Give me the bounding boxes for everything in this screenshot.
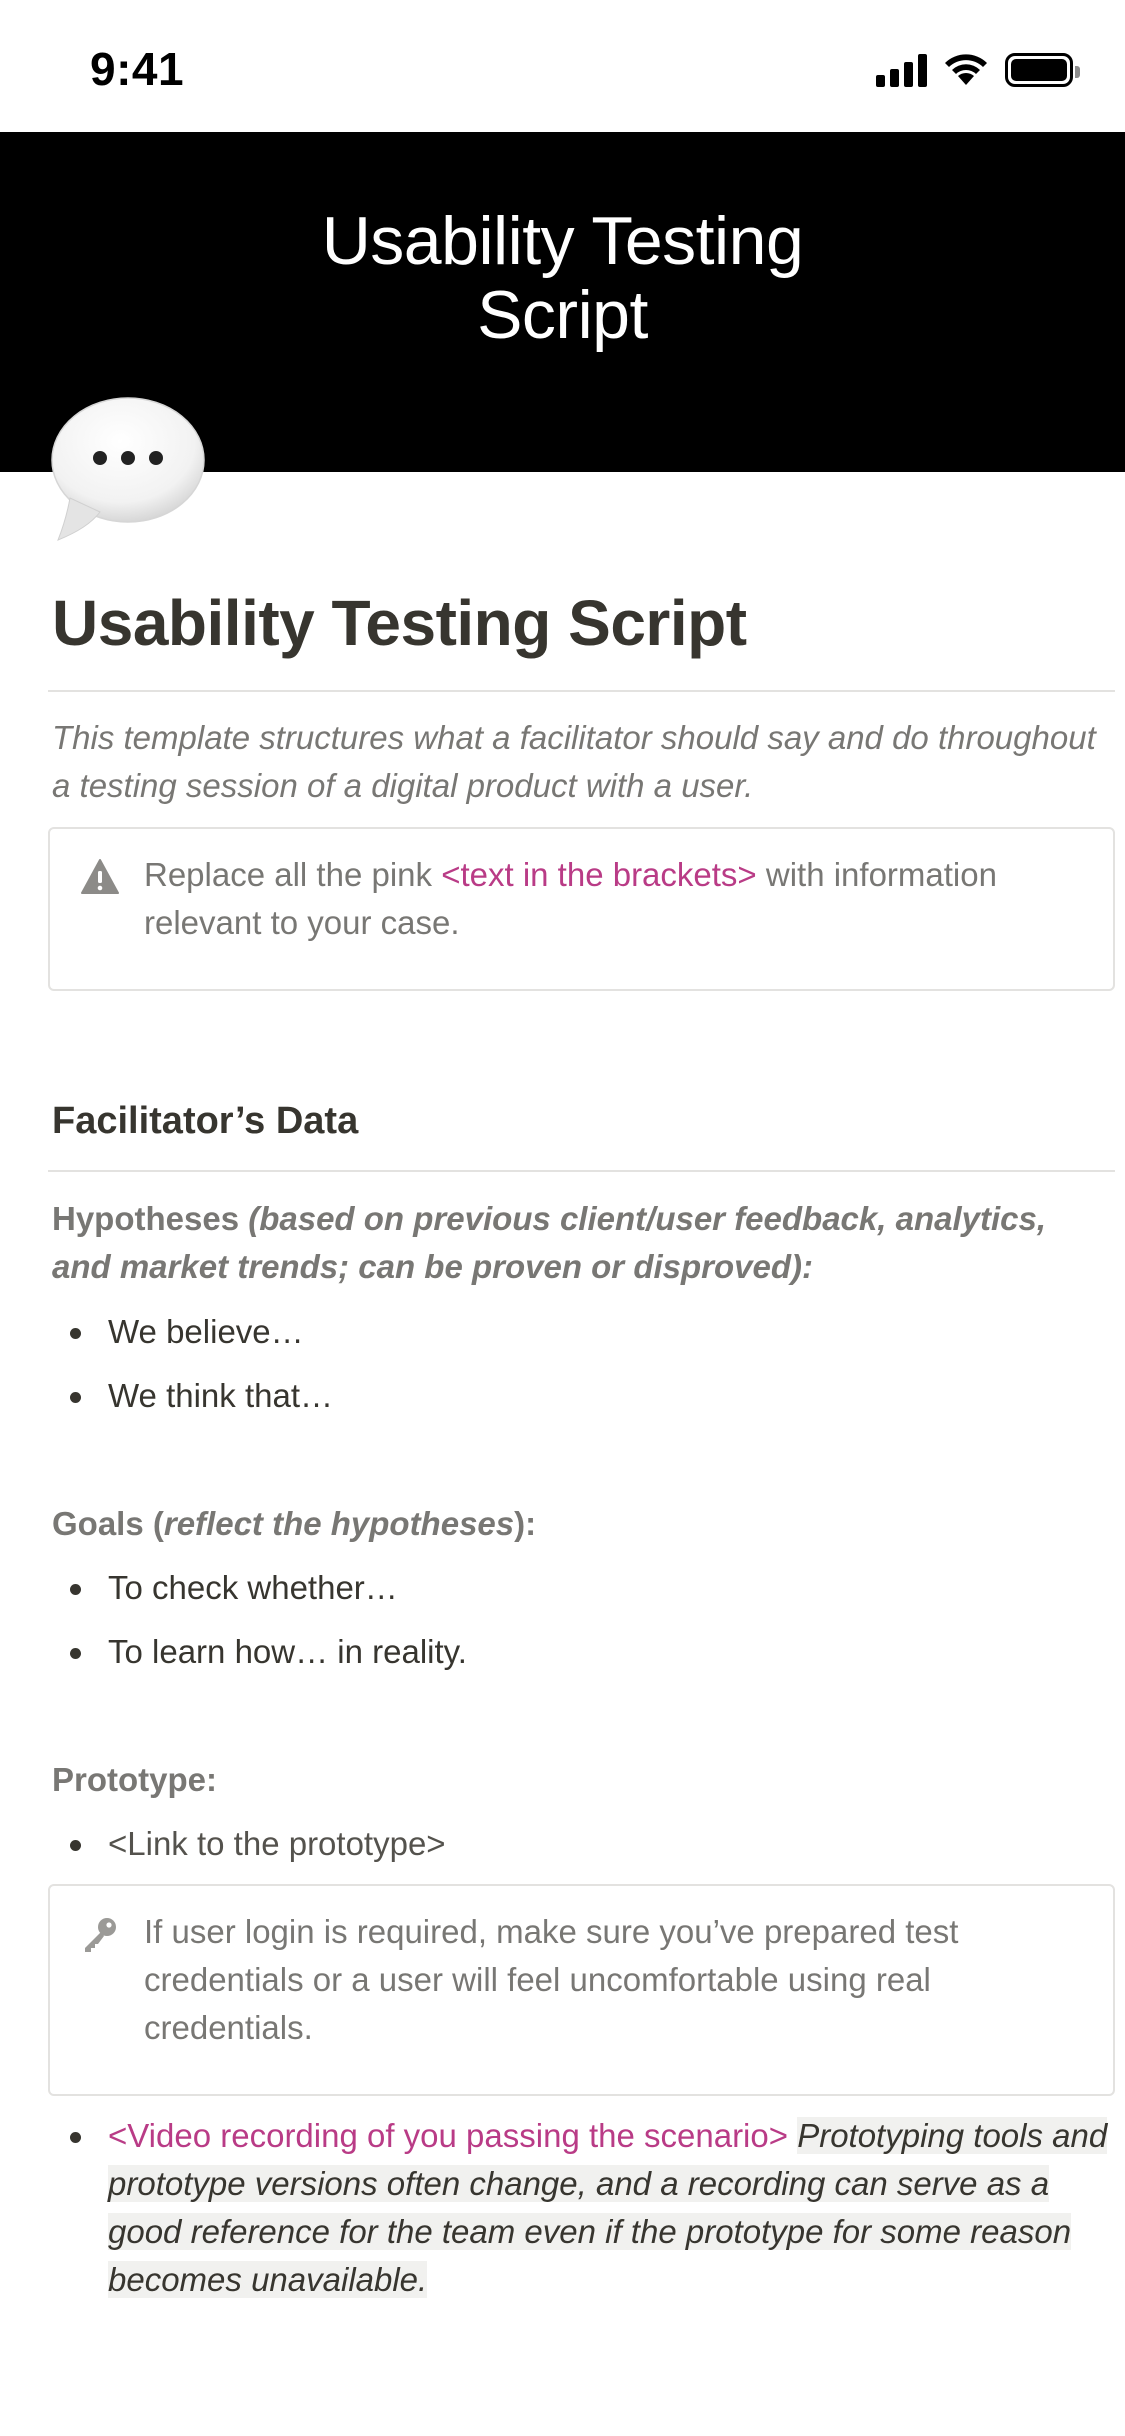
wifi-icon xyxy=(943,53,989,87)
list-item-text: We think that… xyxy=(108,1377,333,1414)
key-icon xyxy=(80,1914,120,1954)
list-item[interactable] xyxy=(52,1564,1112,1612)
hypotheses-label xyxy=(52,1195,1112,1291)
section-divider xyxy=(48,1170,1115,1172)
bullet-icon xyxy=(70,1392,81,1403)
bullet-icon xyxy=(70,2132,81,2143)
goals-label-end: ): xyxy=(514,1505,537,1542)
warning-callout xyxy=(48,827,1115,991)
list-item[interactable] xyxy=(52,1820,1112,1868)
status-time: 9:41 xyxy=(90,43,185,95)
list-item[interactable] xyxy=(52,1308,1112,1356)
page-title: Usability Testing Script xyxy=(52,587,747,659)
cellular-signal-icon xyxy=(876,53,927,87)
key-callout xyxy=(48,1884,1115,2096)
list-item[interactable] xyxy=(52,2112,1112,2304)
video-recording-link[interactable]: <Video recording of you passing the scenario> xyxy=(108,2117,789,2154)
list-item-text: To learn how… in reality. xyxy=(108,1633,467,1670)
callout-text-end: with information relevant to your case. xyxy=(144,856,997,941)
cover-title-line-1: Usability Testing xyxy=(321,203,804,279)
warning-callout-text xyxy=(144,851,1084,947)
hypotheses-label-note: (based on previous client/user feedback, analytics, and market trends; can be proven or disproved): xyxy=(52,1200,1047,1285)
callout-pink-placeholder: <text in the brackets> xyxy=(441,856,757,893)
hypotheses-label-text: Hypotheses xyxy=(52,1200,240,1237)
list-item[interactable] xyxy=(52,1628,1112,1676)
cover-title xyxy=(0,204,1125,352)
status-icons xyxy=(876,50,1073,90)
cover-title-line-2: Script xyxy=(477,277,648,353)
video-item-text xyxy=(108,2112,1112,2304)
bullet-icon xyxy=(70,1584,81,1595)
video-note: Prototyping tools and prototype versions often change, and a recording can serve as a good reference for the team even if the prototype for some reason becomes unavailable. xyxy=(108,2117,1108,2298)
status-bar xyxy=(0,0,1125,132)
goals-label-start: Goals ( xyxy=(52,1505,164,1542)
prototype-link[interactable]: <Link to the prototype> xyxy=(108,1825,446,1862)
bullet-icon xyxy=(70,1328,81,1339)
key-callout-text: If user login is required, make sure you’ve prepared test credentials or a user will feel uncomfortable using real credentials. xyxy=(144,1913,959,2046)
battery-icon xyxy=(1005,53,1073,87)
prototype-label: Prototype: xyxy=(52,1761,217,1798)
warning-icon xyxy=(80,857,120,897)
list-item-text: To check whether… xyxy=(108,1569,398,1606)
bullet-icon xyxy=(70,1840,81,1851)
goals-label xyxy=(52,1500,1112,1548)
page-description: This template structures what a facilitator should say and do throughout a testing session of a digital product with a user. xyxy=(52,719,1096,804)
title-divider xyxy=(48,690,1115,692)
goals-label-note: reflect the hypotheses xyxy=(163,1505,515,1542)
callout-text-start: Replace all the pink xyxy=(144,856,442,893)
section-heading-facilitators-data: Facilitator’s Data xyxy=(52,1100,359,1142)
list-item-text: We believe… xyxy=(108,1313,304,1350)
list-item[interactable] xyxy=(52,1372,1112,1420)
speech-bubble-icon[interactable] xyxy=(48,388,208,548)
bullet-icon xyxy=(70,1648,81,1659)
